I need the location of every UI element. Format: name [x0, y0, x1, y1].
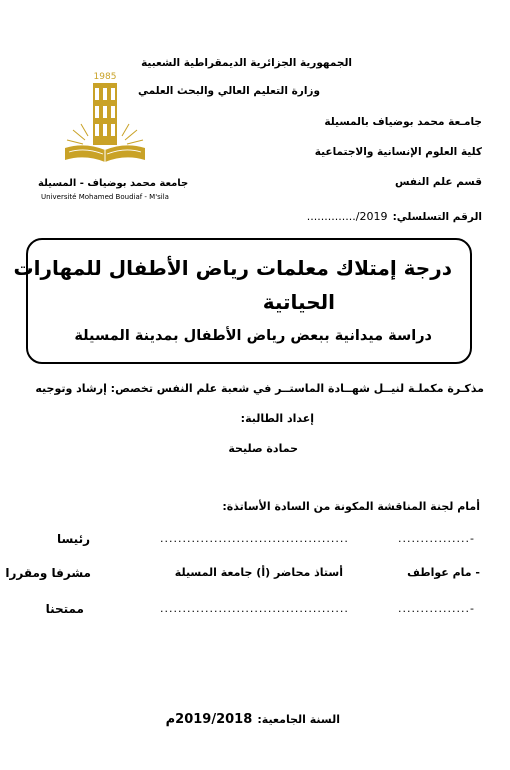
serial-label: الرقم التسلسلي:	[392, 211, 482, 223]
logo-name-arabic: جامعة محمد بوضياف - المسيلة	[38, 178, 189, 189]
republic-name: الجمهورية الجزائرية الديمقراطية الشعبية	[141, 57, 352, 69]
student-name: حمادة صليحة	[228, 442, 298, 455]
academic-year-label: السنة الجامعية:	[257, 713, 340, 726]
committee-member-name: ................-	[398, 532, 475, 545]
thesis-title-line1: درجة إمتلاك معلمات رياض الأطفال للمهارات	[13, 256, 452, 280]
committee-member-role: رئيسا	[56, 532, 90, 546]
logo-name-french: Université Mohamed Boudiaf - M'sila	[41, 193, 169, 201]
committee-member-role: ممتحنا	[45, 602, 84, 616]
university-logo	[55, 70, 155, 210]
university-name: جامـعة محمد بوضياف بالمسيلة	[324, 116, 482, 128]
thesis-description: مذكـرة مكملـة لنيــل شهــادة الماستــر في شعبة علم النفس تخصص: إرشاد وتوجيه	[35, 382, 484, 395]
academic-year	[166, 708, 340, 727]
committee-member-name: ................-	[398, 602, 475, 615]
logo-year: 1985	[93, 72, 117, 82]
committee-member-title: أستاذ محاضر (أ) جامعة المسيلة	[174, 566, 343, 579]
committee-member-title: ..........................................	[160, 602, 349, 615]
serial-number	[307, 205, 482, 224]
committee-member-name: - مام عواطف	[407, 566, 480, 579]
serial-value: 2019/..............	[306, 210, 388, 223]
department-name: قسم علم النفس	[394, 176, 482, 188]
committee-member-title: ..........................................	[160, 532, 349, 545]
academic-year-value: 2019/2018م	[165, 712, 253, 727]
thesis-subtitle: دراسة ميدانية ببعض رياض الأطفال بمدينة المسيلة	[74, 328, 432, 344]
thesis-title-line2: الحياتية	[262, 290, 335, 314]
committee-heading: أمام لجنة المناقشة المكونة من السادة الأساتذة:	[222, 500, 480, 513]
faculty-name: كلية العلوم الإنسانية والاجتماعية	[314, 146, 482, 158]
tower-icon	[55, 70, 155, 210]
prepared-by-label: إعداد الطالبة:	[240, 412, 314, 425]
ministry-name: وزارة التعليم العالي والبحث العلمي	[137, 85, 320, 97]
committee-member-role: مشرفا ومقررا	[5, 566, 91, 580]
